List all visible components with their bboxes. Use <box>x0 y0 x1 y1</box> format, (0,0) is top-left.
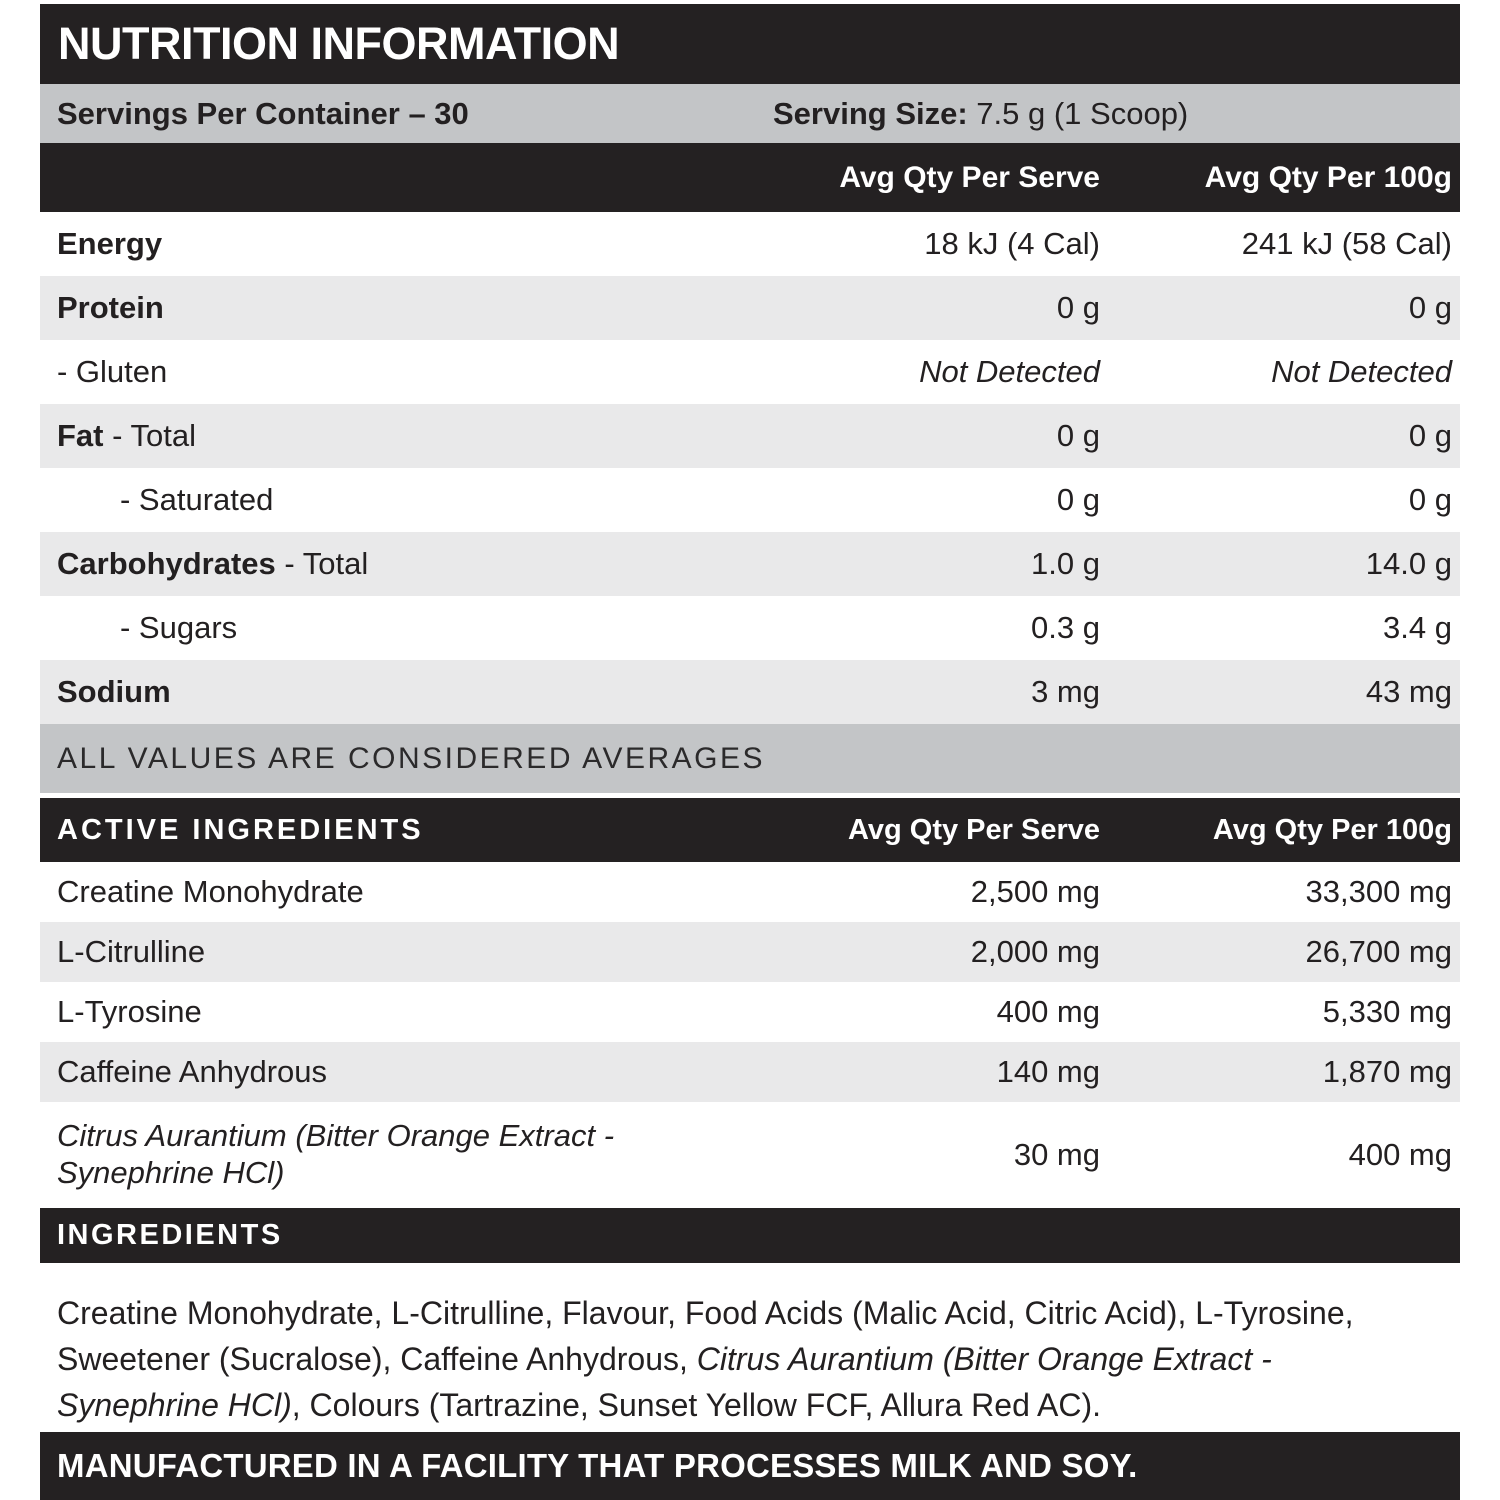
per-serve-value: Not Detected <box>919 354 1100 389</box>
per-100g-value: Not Detected <box>1271 354 1452 389</box>
column-header-per-serve: Avg Qty Per Serve <box>848 813 1100 846</box>
table-row-sodium <box>40 660 1460 724</box>
ingredients-heading: INGREDIENTS <box>57 1219 283 1251</box>
row-label: Caffeine Anhydrous <box>57 1054 328 1089</box>
per-serve-value: 18 kJ (4 Cal) <box>924 226 1100 261</box>
allergen-note: MANUFACTURED IN A FACILITY THAT PROCESSES MILK AND SOY. <box>57 1447 1138 1484</box>
ingredients-list <box>40 1263 1460 1432</box>
serving-info-bar <box>40 84 1460 143</box>
row-label: Carbohydrates - Total <box>57 546 369 581</box>
nutrition-label <box>40 4 1460 1500</box>
table-row-protein <box>40 276 1460 340</box>
column-header-per-100g: Avg Qty Per 100g <box>1212 813 1452 846</box>
row-label: Sodium <box>57 674 171 709</box>
row-label: Protein <box>57 290 164 325</box>
row-label: Creatine Monohydrate <box>57 874 364 909</box>
allergen-note-bar <box>40 1432 1460 1500</box>
per-100g-value: 5,330 mg <box>1322 994 1452 1029</box>
table-row-sugars <box>40 596 1460 660</box>
active-ingredients-header-bar <box>40 798 1460 862</box>
per-serve-value: 1.0 g <box>1031 546 1100 581</box>
per-serve-value: 2,000 mg <box>970 934 1100 969</box>
column-header-per-serve: Avg Qty Per Serve <box>839 160 1100 194</box>
per-serve-value: 140 mg <box>996 1054 1100 1089</box>
ingredients-text-before: Creatine Monohydrate, L-Citrulline, Flavour, Food Acids (Malic Acid, Citric Acid), L-Tyrosine, Sweetener (Sucralose), Caffeine Anhydrous, <box>57 1295 1354 1377</box>
per-serve-value: 30 mg <box>1013 1137 1100 1172</box>
table-row-energy <box>40 212 1460 276</box>
averages-note: ALL VALUES ARE CONSIDERED AVERAGES <box>57 741 765 775</box>
table-row-creatine-monohydrate <box>40 862 1460 922</box>
per-100g-value: 14.0 g <box>1365 546 1452 581</box>
servings-per-container: Servings Per Container – 30 <box>57 95 469 131</box>
per-serve-value: 0 g <box>1056 482 1100 517</box>
row-label: Energy <box>57 226 163 261</box>
per-100g-value: 241 kJ (58 Cal) <box>1241 226 1452 261</box>
ingredients-text-italic: Citrus Aurantium (Bitter Orange Extract - Synephrine HCl) <box>57 1341 1272 1423</box>
table-row-caffeine-anhydrous <box>40 1042 1460 1102</box>
per-serve-value: 0.3 g <box>1031 610 1100 645</box>
ingredients-text-after: , Colours (Tartrazine, Sunset Yellow FCF, Allura Red AC). <box>291 1387 1101 1423</box>
table-row-gluten <box>40 340 1460 404</box>
serving-size-value: 7.5 g (1 Scoop) <box>967 95 1189 131</box>
serving-size <box>773 96 1188 132</box>
per-100g-value: 0 g <box>1408 290 1452 325</box>
row-label: Citrus Aurantium (Bitter Orange Extract - Synephrine HCl) <box>57 1118 615 1190</box>
per-100g-value: 0 g <box>1408 482 1452 517</box>
per-100g-value: 0 g <box>1408 418 1452 453</box>
ingredients-header-bar <box>40 1208 1460 1263</box>
row-label: - Sugars <box>120 610 238 645</box>
per-100g-value: 26,700 mg <box>1305 934 1452 969</box>
row-label: Fat - Total <box>57 418 196 453</box>
table-row-l-citrulline <box>40 922 1460 982</box>
per-100g-value: 43 mg <box>1365 674 1452 709</box>
row-label: - Gluten <box>57 354 168 389</box>
per-100g-value: 33,300 mg <box>1305 874 1452 909</box>
per-serve-value: 0 g <box>1056 290 1100 325</box>
row-label: - Saturated <box>120 482 274 517</box>
row-label: L-Tyrosine <box>57 994 202 1029</box>
row-label: L-Citrulline <box>57 934 206 969</box>
averages-note-bar <box>40 724 1460 793</box>
per-100g-value: 1,870 mg <box>1322 1054 1452 1089</box>
table-row-citrus-aurantium <box>40 1102 1460 1208</box>
per-serve-value: 3 mg <box>1031 674 1100 709</box>
column-header-bar <box>40 143 1460 212</box>
active-ingredients-heading: ACTIVE INGREDIENTS <box>57 813 424 846</box>
nutrition-information-header <box>40 4 1460 84</box>
per-100g-value: 3.4 g <box>1383 610 1452 645</box>
page-title: NUTRITION INFORMATION <box>58 18 620 69</box>
per-serve-value: 2,500 mg <box>970 874 1100 909</box>
serving-size-label: Serving Size: <box>773 95 968 131</box>
table-row-l-tyrosine <box>40 982 1460 1042</box>
table-row-fat-total <box>40 404 1460 468</box>
table-row-carbohydrates-total <box>40 532 1460 596</box>
column-header-per-100g: Avg Qty Per 100g <box>1204 160 1452 194</box>
per-serve-value: 400 mg <box>996 994 1100 1029</box>
table-row-saturated <box>40 468 1460 532</box>
per-100g-value: 400 mg <box>1348 1137 1452 1172</box>
per-serve-value: 0 g <box>1056 418 1100 453</box>
